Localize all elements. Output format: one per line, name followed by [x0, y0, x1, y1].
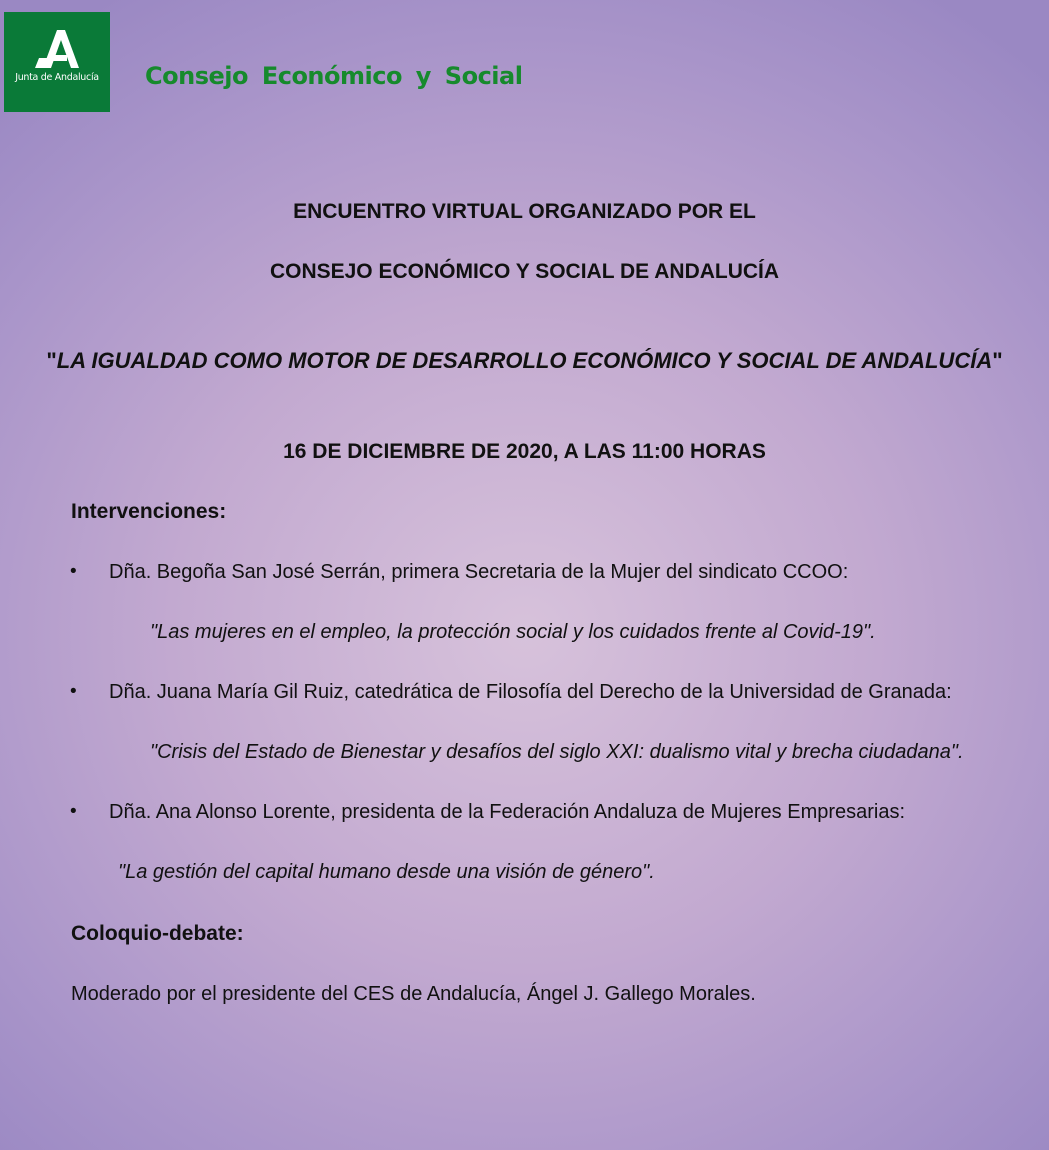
- speaker-text: Dña. Juana María Gil Ruiz, catedrática de Filosofía del Derecho de la Universidad de Granada:: [109, 681, 952, 703]
- event-theme: [0, 348, 1049, 374]
- bullet-icon: •: [70, 681, 77, 702]
- bullet-icon: •: [70, 801, 77, 822]
- moderator-text: Moderado por el presidente del CES de Andalucía, Ángel J. Gallego Morales.: [71, 983, 756, 1005]
- event-date: 16 DE DICIEMBRE DE 2020, A LAS 11:00 HORAS: [283, 440, 766, 463]
- talk-title: "La gestión del capital humano desde una visión de género".: [118, 861, 655, 883]
- event-theme-text: LA IGUALDAD COMO MOTOR DE DESARROLLO ECONÓMICO Y SOCIAL DE ANDALUCÍA: [56, 348, 993, 373]
- interventions-heading: Intervenciones:: [71, 500, 227, 523]
- talk-title: "Crisis del Estado de Bienestar y desafíos del siglo XXI: dualismo vital y brecha ciudadana".: [150, 741, 964, 763]
- speaker-text: Dña. Begoña San José Serrán, primera Secretaria de la Mujer del sindicato CCOO:: [109, 561, 849, 583]
- quote-close: ": [992, 348, 1003, 373]
- title-line-1: ENCUENTRO VIRTUAL ORGANIZADO POR EL: [293, 200, 756, 223]
- quote-open: ": [46, 348, 57, 373]
- colloquium-heading: Coloquio-debate:: [71, 922, 244, 945]
- logo-text: Junta de Andalucía: [15, 72, 99, 83]
- title-line-2: CONSEJO ECONÓMICO Y SOCIAL DE ANDALUCÍA: [269, 260, 780, 283]
- andalucia-a-icon: [35, 30, 79, 68]
- speaker-item: [70, 801, 905, 824]
- speaker-item: [70, 681, 952, 704]
- speaker-text: Dña. Ana Alonso Lorente, presidenta de la Federación Andaluza de Mujeres Empresarias:: [109, 801, 906, 823]
- org-name: Consejo Económico y Social: [145, 62, 523, 90]
- talk-title: "Las mujeres en el empleo, la protección social y los cuidados frente al Covid-19".: [150, 621, 876, 643]
- speaker-item: [70, 561, 848, 584]
- bullet-icon: •: [70, 561, 77, 582]
- junta-logo: [4, 12, 110, 112]
